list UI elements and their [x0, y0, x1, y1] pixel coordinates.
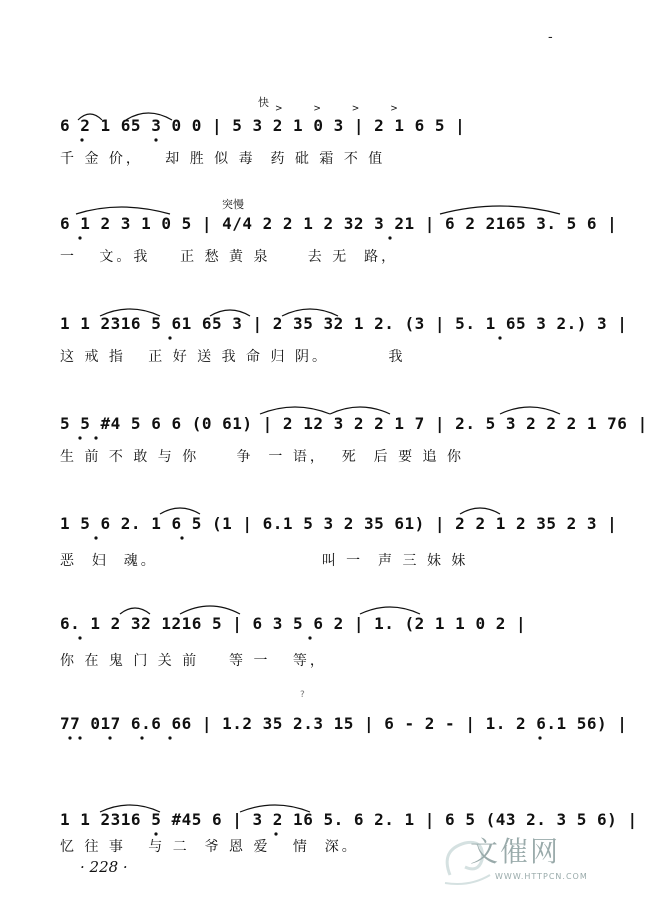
- notation-line-3: 1 1 2316 5 61 65 3 | 2 35 32 1 2. (3 | 5. 1 65 3 2.) 3 |: [60, 314, 628, 333]
- lyrics-line-1: 千 金 价， 却 胜 似 毒 药 砒 霜 不 值: [60, 151, 386, 167]
- tempo-direction-slow: 突慢: [222, 198, 244, 211]
- notation-line-7: 77 017 6.6 66 | 1.2 35 2.3 15 | 6 - 2 - | 1. 2 6.1 56) |: [60, 714, 628, 733]
- lyrics-line-5: 恶 妇 魂。 叫 一 声 三 妹 妹: [60, 553, 469, 569]
- notation-line-1: 6 2 1 65 3 0 0 | 5 3 2 1 0 3 | 2 1 6 5 |: [60, 116, 466, 135]
- stray-mark: ?: [300, 690, 305, 700]
- octave-dots-5: [60, 535, 580, 543]
- notation-line-8: 1 1 2316 5 #45 6 | 3 2 16 5. 6 2. 1 | 6 5 (43 2. 3 5 6) |: [60, 810, 638, 829]
- octave-dots-4: [60, 435, 580, 443]
- notation-line-6: 6. 1 2 32 1216 5 | 6 3 5 6 2 | 1. (2 1 1 0 2 |: [60, 614, 527, 633]
- notation-line-2: 6 1 2 3 1 0 5 | 4/4 2 2 1 2 32 3 21 | 6 2 2165 3. 5 6 |: [60, 214, 618, 233]
- lyrics-line-6: 你 在 鬼 门 关 前 等 一 等，: [60, 653, 327, 669]
- accent-marks: > > > >: [275, 104, 412, 114]
- octave-dots-6: [60, 635, 580, 643]
- octave-dots-7: [60, 735, 580, 743]
- lyrics-line-8: 忆 往 事 与 二 爷 恩 爱 情 深。: [60, 839, 359, 855]
- lyrics-line-2: 一 文。我 正 愁 黄 泉 去 无 路，: [60, 249, 399, 265]
- tempo-direction-fast: 快: [258, 96, 269, 109]
- octave-dots-2: [60, 235, 580, 243]
- octave-dots-1: [60, 137, 580, 145]
- octave-dots-3: [60, 335, 580, 343]
- watermark-text: 文催网: [470, 835, 561, 868]
- lyrics-line-3: 这 戒 指 正 好 送 我 命 归 阴。 我: [60, 349, 406, 365]
- watermark-url: WWW.HTTPCN.COM: [495, 872, 588, 881]
- lyrics-line-4: 生 前 不 敢 与 你 争 一 语， 死 后 要 追 你: [60, 449, 465, 465]
- notation-line-5: 1 5 6 2. 1 6 5 (1 | 6.1 5 3 2 35 61) | 2 2 1 2 35 2 3 |: [60, 514, 618, 533]
- page-number: · 228 ·: [80, 858, 128, 876]
- notation-line-4: 5 5 #4 5 6 6 (0 61) | 2 12 3 2 2 1 7 | 2. 5 3 2 2 2 1 76 |: [60, 414, 648, 433]
- top-mark: -: [548, 30, 553, 45]
